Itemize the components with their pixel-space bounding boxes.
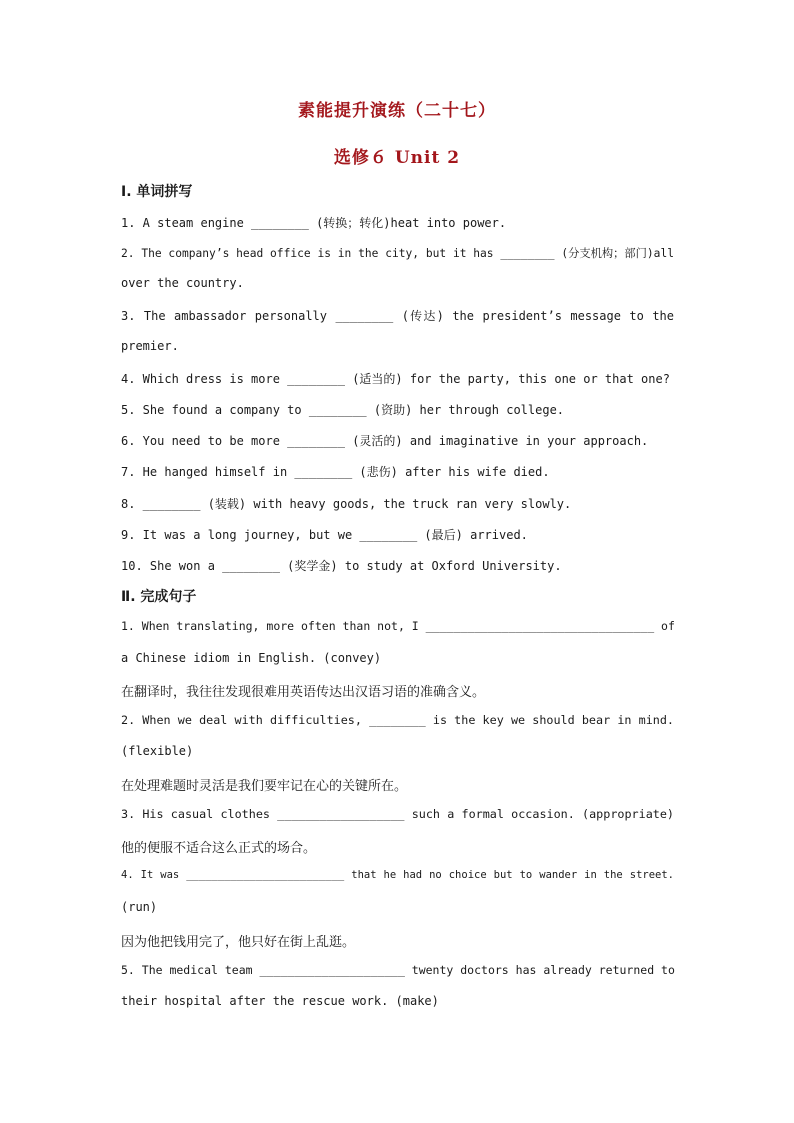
spelling-item: 7. He hanged himself in ________ (悲伤) after his wife died.	[121, 465, 550, 479]
sentence-item: 2. When we deal with difficulties, ________ is the key we should bear in mind.	[121, 713, 674, 727]
sentence-item: 4. It was _________________________ that he had no choice but to wander in the street.	[121, 869, 674, 881]
spelling-item: 3. The ambassador personally ________ (传达) the president’s message to the	[121, 309, 674, 323]
spelling-item-continued: premier.	[121, 339, 179, 353]
sentence-translation: 在翻译时，我往往发现很难用英语传达出汉语习语的准确含义。	[121, 685, 486, 700]
sentence-translation: 他的便服不适合这么正式的场合。	[121, 841, 317, 856]
sentence-item-continued: (flexible)	[121, 744, 194, 758]
page-title: 素能提升演练（二十七）	[298, 101, 496, 121]
section-heading-spelling: Ⅰ. 单词拼写	[121, 184, 193, 200]
spelling-item: 5. She found a company to ________ (资助) her through college.	[121, 403, 565, 417]
sentence-item: 5. The medical team _____________________ twenty doctors has already returned to	[121, 963, 675, 977]
spelling-item: 10. She won a ________ (奖学金) to study at Oxford University.	[121, 559, 562, 573]
spelling-item: 6. You need to be more ________ (灵活的) and imaginative in your approach.	[121, 434, 649, 448]
sentence-translation: 因为他把钱用完了，他只好在街上乱逛。	[121, 935, 356, 950]
sentence-translation: 在处理难题时灵活是我们要牢记在心的关键所在。	[121, 779, 408, 794]
spelling-item: 1. A steam engine ________ (转换；转化)heat into power.	[121, 216, 507, 230]
sentence-item-continued: their hospital after the rescue work. (make)	[121, 994, 439, 1008]
spelling-item: 4. Which dress is more ________ (适当的) for the party, this one or that one?	[121, 372, 670, 386]
spelling-item: 8. ________ (装载) with heavy goods, the truck ran very slowly.	[121, 497, 572, 511]
sentence-item-continued: a Chinese idiom in English. (convey)	[121, 651, 382, 665]
spelling-item-continued: over the country.	[121, 276, 244, 290]
sentence-item-continued: (run)	[121, 900, 158, 914]
page-subtitle: 选修６ Unit 2	[333, 148, 461, 168]
spelling-item: 2. The company’s head office is in the city, but it has ________ (分支机构；部门)all	[121, 247, 674, 260]
spelling-item: 9. It was a long journey, but we ________ (最后) arrived.	[121, 528, 528, 542]
sentence-item: 1. When translating, more often than not, I _________________________________ of	[121, 619, 675, 633]
sentence-item: 3. His casual clothes __________________ such a formal occasion. (appropriate)	[121, 807, 674, 821]
section-heading-sentences: Ⅱ. 完成句子	[121, 589, 197, 605]
